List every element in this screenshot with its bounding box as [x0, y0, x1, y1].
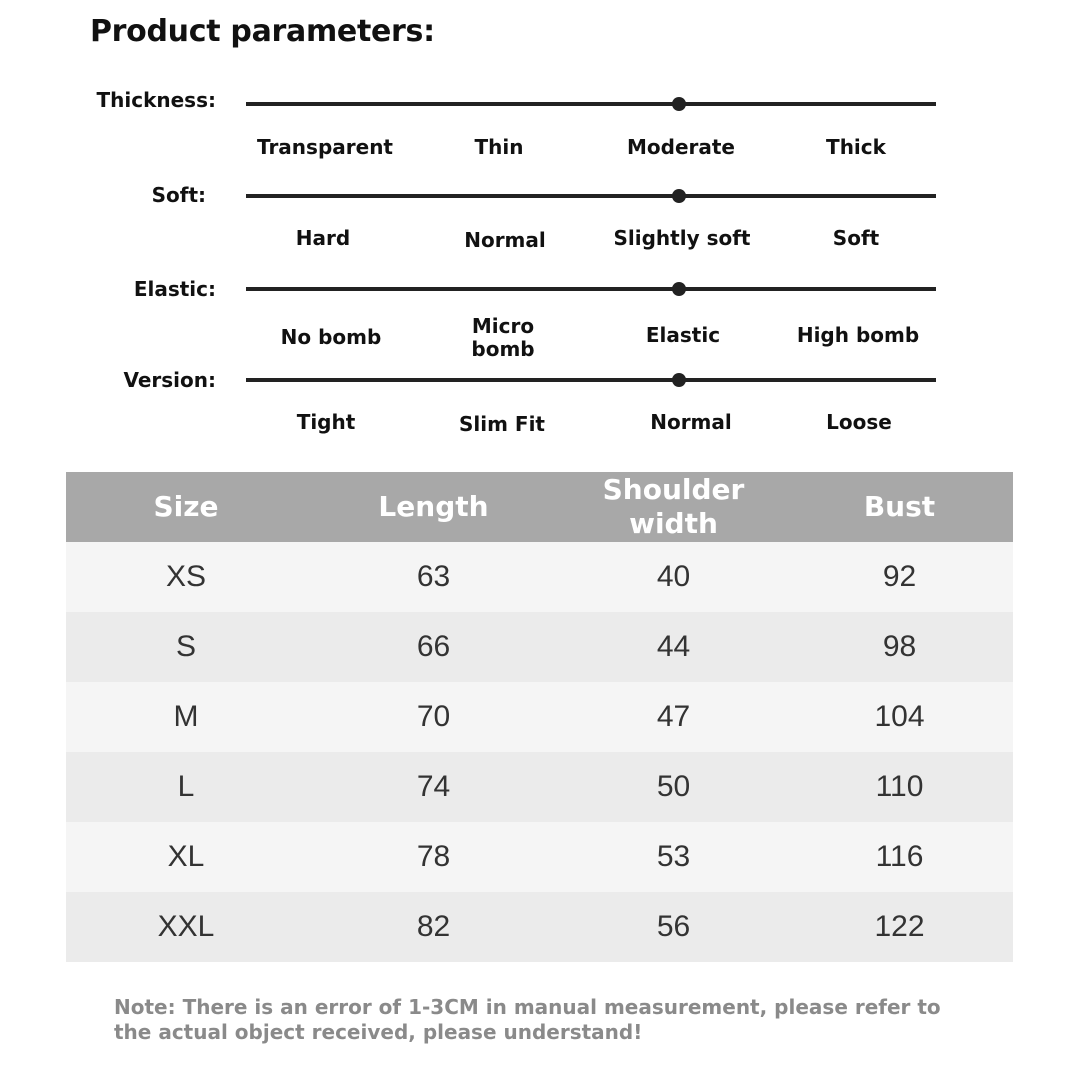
param-marker-elastic	[672, 282, 686, 296]
cell-size: L	[66, 752, 306, 822]
cell-shoulder-width: 50	[561, 752, 786, 822]
cell-bust: 122	[786, 892, 1013, 962]
cell-bust: 104	[786, 682, 1013, 752]
cell-shoulder-width: 53	[561, 822, 786, 892]
option-normal-version: Normal	[650, 410, 732, 434]
header-bust: Bust	[786, 472, 1013, 542]
option-slim-fit: Slim Fit	[459, 412, 545, 436]
option-no-bomb: No bomb	[280, 325, 382, 349]
option-slightly-soft: Slightly soft	[613, 226, 751, 250]
cell-size: XS	[66, 542, 306, 612]
cell-length: 70	[306, 682, 561, 752]
param-scale-soft	[246, 194, 936, 198]
table-row	[66, 612, 1013, 682]
measurement-note: Note: There is an error of 1-3CM in manual measurement, please refer to the actual object received, please understand!	[114, 995, 941, 1044]
cell-bust: 110	[786, 752, 1013, 822]
option-soft: Soft	[832, 226, 880, 250]
option-moderate: Moderate	[626, 135, 735, 159]
param-scale-elastic	[246, 287, 936, 291]
cell-length: 74	[306, 752, 561, 822]
option-high-bomb: High bomb	[796, 323, 920, 347]
param-scale-version	[246, 378, 936, 382]
table-header-row	[66, 472, 1013, 542]
option-loose: Loose	[826, 410, 892, 434]
param-label-elastic: Elastic:	[133, 277, 216, 301]
param-marker-version	[672, 373, 686, 387]
cell-length: 82	[306, 892, 561, 962]
header-size: Size	[66, 472, 306, 542]
cell-shoulder-width: 40	[561, 542, 786, 612]
header-shoulder-width: Shoulder width	[561, 472, 786, 542]
option-elastic: Elastic	[645, 323, 721, 347]
cell-bust: 98	[786, 612, 1013, 682]
cell-bust: 116	[786, 822, 1013, 892]
cell-size: XXL	[66, 892, 306, 962]
cell-size: S	[66, 612, 306, 682]
size-chart-table	[66, 472, 1013, 962]
param-label-version: Version:	[123, 368, 216, 392]
page-title: Product parameters:	[90, 14, 435, 49]
option-normal: Normal	[464, 228, 546, 252]
cell-length: 78	[306, 822, 561, 892]
option-thin: Thin	[474, 135, 524, 159]
param-label-soft: Soft:	[151, 183, 206, 207]
option-hard: Hard	[295, 226, 351, 250]
table-row	[66, 682, 1013, 752]
option-transparent: Transparent	[257, 135, 393, 159]
cell-length: 63	[306, 542, 561, 612]
cell-shoulder-width: 56	[561, 892, 786, 962]
table-row	[66, 752, 1013, 822]
table-row	[66, 822, 1013, 892]
cell-size: M	[66, 682, 306, 752]
cell-length: 66	[306, 612, 561, 682]
cell-shoulder-width: 44	[561, 612, 786, 682]
table-row	[66, 892, 1013, 962]
header-length: Length	[306, 472, 561, 542]
option-tight: Tight	[296, 410, 356, 434]
table-row	[66, 542, 1013, 612]
cell-size: XL	[66, 822, 306, 892]
param-label-thickness: Thickness:	[96, 88, 216, 112]
option-thick: Thick	[826, 135, 886, 159]
option-micro-bomb: Micro bomb	[471, 314, 535, 361]
param-marker-thickness	[672, 97, 686, 111]
cell-bust: 92	[786, 542, 1013, 612]
cell-shoulder-width: 47	[561, 682, 786, 752]
param-scale-thickness	[246, 102, 936, 106]
param-marker-soft	[672, 189, 686, 203]
